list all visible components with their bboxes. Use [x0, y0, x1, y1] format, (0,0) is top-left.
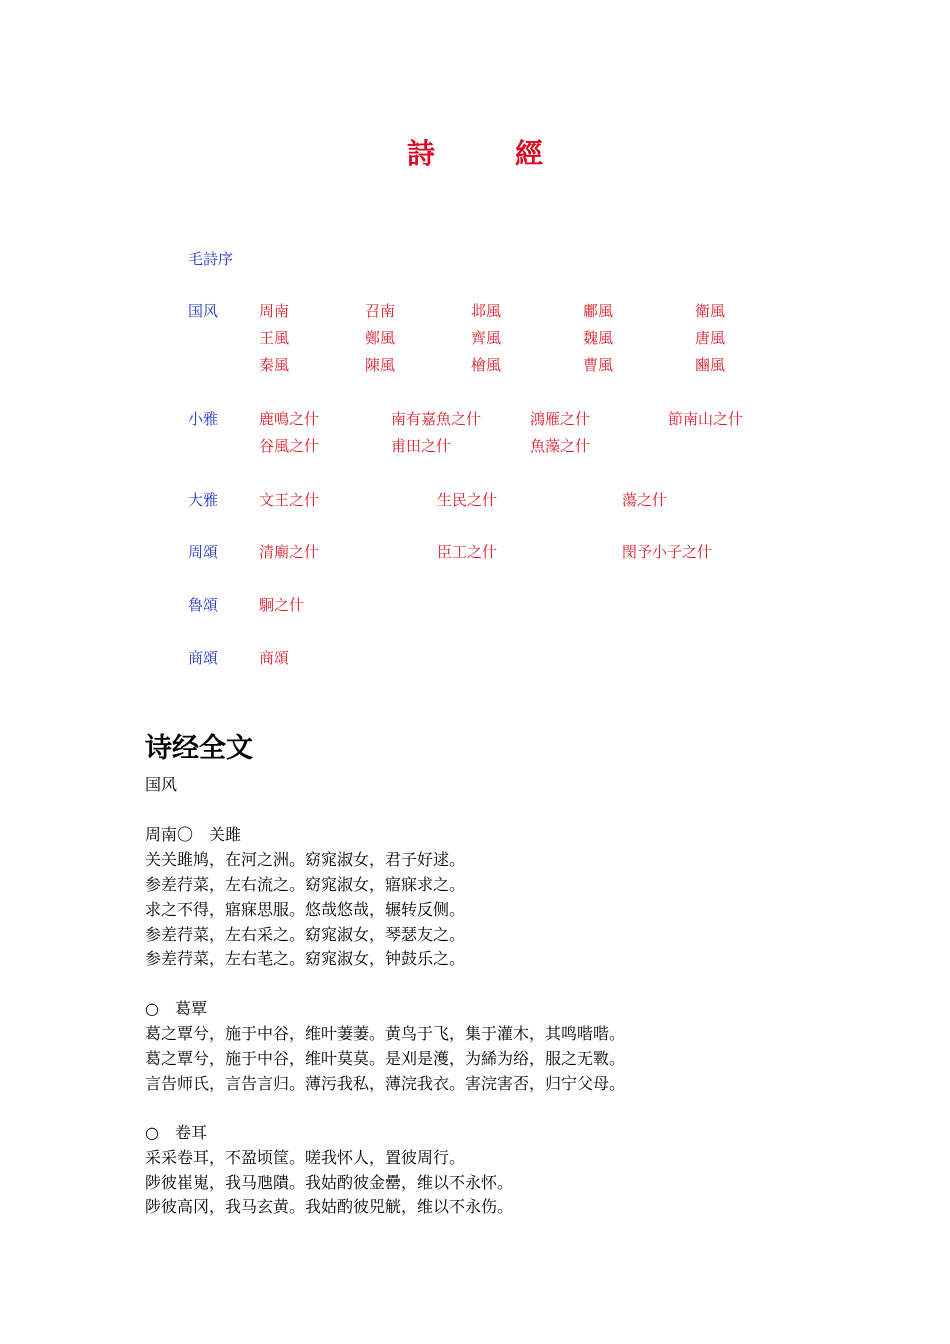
page-title [0, 132, 950, 172]
toc-link-beifeng[interactable]: 邶風 [471, 302, 502, 320]
poem-line: 陟彼高冈，我马玄黄。我姑酌彼兕觥，维以不永伤。 [145, 1197, 514, 1216]
poem-line: 求之不得，寤寐思服。悠哉悠哉，辗转反侧。 [145, 900, 466, 919]
poem-title: 周南〇 关雎 [145, 825, 242, 844]
toc-link-binfeng[interactable]: 豳風 [695, 356, 726, 374]
toc-link-jiong[interactable]: 駉之什 [259, 596, 305, 614]
poem-line: 采采卷耳，不盈顷筐。嗟我怀人，置彼周行。 [145, 1148, 466, 1167]
toc-link-hongyan[interactable]: 鴻雁之什 [530, 410, 591, 428]
title-char-2: 經 [515, 137, 544, 170]
toc-link-shaonan[interactable]: 召南 [365, 302, 396, 320]
toc-link-chengong[interactable]: 臣工之什 [437, 543, 498, 561]
toc-category-guofeng[interactable]: 国风 [188, 302, 219, 320]
toc-link-futian[interactable]: 甫田之什 [391, 437, 452, 455]
toc-link-gufeng[interactable]: 谷風之什 [259, 437, 320, 455]
toc-category-shangsong[interactable]: 商頌 [188, 649, 219, 667]
toc-category-zhousong[interactable]: 周頌 [188, 543, 219, 561]
toc-category-daya[interactable]: 大雅 [188, 491, 219, 509]
toc-link-minyuxiaozi[interactable]: 閔予小子之什 [622, 543, 713, 561]
poem-line: 陟彼崔嵬，我马虺隤。我姑酌彼金罍，维以不永怀。 [145, 1173, 514, 1192]
toc-link-zhengfeng[interactable]: 鄭風 [365, 329, 396, 347]
toc-link-weifeng[interactable]: 衛風 [695, 302, 726, 320]
toc-link-kuaifeng[interactable]: 檜風 [471, 356, 502, 374]
poem-line: 葛之覃兮，施于中谷，维叶莫莫。是刈是濩，为絺为绤，服之无斁。 [145, 1049, 626, 1068]
toc-link-luming[interactable]: 鹿鳴之什 [259, 410, 320, 428]
toc-link-yuzao[interactable]: 魚藻之什 [530, 437, 591, 455]
toc-link-wenwang[interactable]: 文王之什 [259, 491, 320, 509]
toc-link-tangfeng[interactable]: 唐風 [695, 329, 726, 347]
toc-link-wangfeng[interactable]: 王風 [259, 329, 290, 347]
fulltext-heading: 诗经全文 [145, 733, 253, 764]
poem-line: 参差荇菜，左右芼之。窈窕淑女，钟鼓乐之。 [145, 949, 466, 968]
poem-line: 葛之覃兮，施于中谷，维叶萋萋。黄鸟于飞，集于灌木，其鸣喈喈。 [145, 1024, 626, 1043]
toc-link-shangsong[interactable]: 商頌 [259, 649, 290, 667]
title-char-1: 詩 [406, 137, 435, 170]
poem-line: 关关雎鸠，在河之洲。窈窕淑女，君子好逑。 [145, 850, 466, 869]
toc-link-jienanshan[interactable]: 節南山之什 [668, 410, 744, 428]
toc-link-yongfeng[interactable]: 鄘風 [583, 302, 614, 320]
toc-link-caofeng[interactable]: 曹風 [583, 356, 614, 374]
toc-link-nanyoujiayu[interactable]: 南有嘉魚之什 [391, 410, 482, 428]
toc-link-weifeng-2[interactable]: 魏風 [583, 329, 614, 347]
poem-title: ○ 卷耳 [145, 1123, 207, 1142]
poem-line: 参差荇菜，左右采之。窈窕淑女，琴瑟友之。 [145, 925, 466, 944]
section-label: 国风 [145, 775, 178, 794]
toc-category-lusong[interactable]: 魯頌 [188, 596, 219, 614]
toc-link-qingmiao[interactable]: 清廟之什 [259, 543, 320, 561]
toc-link-dang[interactable]: 蕩之什 [622, 491, 668, 509]
poem-line: 参差荇菜，左右流之。窈窕淑女，寤寐求之。 [145, 875, 466, 894]
toc-link-preface[interactable]: 毛詩序 [188, 250, 234, 268]
toc-link-qifeng[interactable]: 齊風 [471, 329, 502, 347]
toc-link-qinfeng[interactable]: 秦風 [259, 356, 290, 374]
poem-line: 言告师氏，言告言归。薄污我私，薄浣我衣。害浣害否，归宁父母。 [145, 1074, 626, 1093]
toc-link-shengmin[interactable]: 生民之什 [437, 491, 498, 509]
toc-category-xiaoya[interactable]: 小雅 [188, 410, 219, 428]
toc-link-zhounan[interactable]: 周南 [259, 302, 290, 320]
toc-link-chenfeng[interactable]: 陳風 [365, 356, 396, 374]
poem-title: ○ 葛覃 [145, 999, 207, 1018]
